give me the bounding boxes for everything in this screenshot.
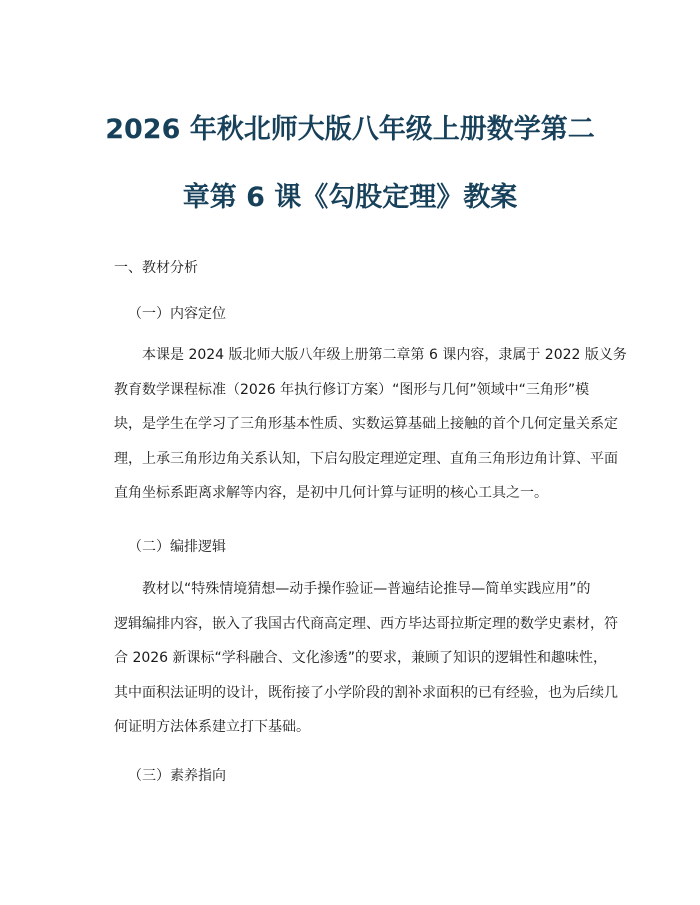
paragraph-line: 本课是 2024 版北师大版八年级上册第二章第 6 课内容，隶属于 2022 版义务 [142, 347, 627, 363]
paragraph-line: 直角坐标系距离求解等内容，是初中几何计算与证明的核心工具之一。 [114, 485, 548, 502]
paragraph-line: 其中面积法证明的设计，既衔接了小学阶段的割补求面积的已有经验，也为后续几 [114, 684, 618, 701]
paragraph-line: 块，是学生在学习了三角形基本性质、实数运算基础上接触的首个几何定量关系定 [114, 416, 618, 433]
section-heading-textbook-analysis: 一、教材分析 [114, 260, 198, 276]
paragraph-line: 何证明方法体系建立打下基础。 [114, 719, 310, 736]
paragraph-arrangement-logic [114, 572, 618, 745]
document-title-line-1: 2026 年秋北师大版八年级上册数学第二 [105, 114, 595, 145]
subheading-literacy-orientation: （三）素养指向 [128, 768, 226, 784]
paragraph-content-positioning [114, 338, 627, 511]
paragraph-line: 合 2026 新课标“学科融合、文化渗透”的要求，兼顾了知识的逻辑性和趣味性， [114, 650, 608, 667]
paragraph-line: 教材以“特殊情境猜想—动手操作验证—普遍结论推导—简单实践应用”的 [142, 581, 591, 597]
subheading-content-positioning: （一）内容定位 [128, 306, 226, 322]
paragraph-line: 逻辑编排内容，嵌入了我国古代商高定理、西方毕达哥拉斯定理的数学史素材，符 [114, 615, 618, 632]
subheading-arrangement-logic: （二）编排逻辑 [128, 539, 226, 555]
paragraph-line: 教育数学课程标准（2026 年执行修订方案）“图形与几何”领域中“三角形”模 [114, 381, 590, 398]
paragraph-line: 理，上承三角形边角关系认知，下启勾股定理逆定理、直角三角形边角计算、平面 [114, 450, 618, 467]
document-title-line-2: 章第 6 课《勾股定理》教案 [182, 182, 518, 213]
